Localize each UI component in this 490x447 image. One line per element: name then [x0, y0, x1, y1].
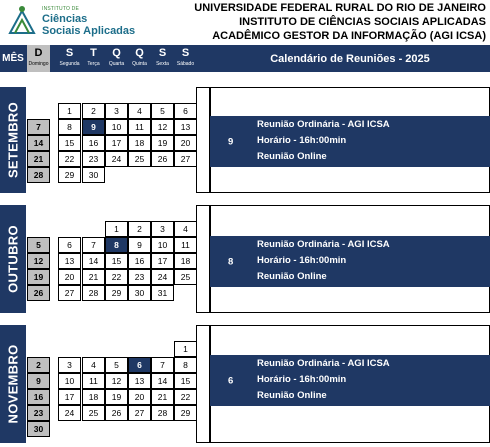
day-cell: 30: [128, 285, 151, 301]
day-cell: 13: [58, 253, 81, 269]
day-cell: 19: [105, 389, 128, 405]
meeting-time: Horário - 16h:00min: [257, 374, 347, 385]
day-cell: 11: [82, 373, 105, 389]
day-cell: 26: [151, 151, 174, 167]
day-cell: 2: [82, 103, 105, 119]
meeting-day-cell: 6: [128, 357, 151, 373]
weekday-letter: S: [158, 47, 167, 59]
day-cell: 7: [82, 237, 105, 253]
institute-title: INSTITUTO DE CIÊNCIAS SOCIAIS APLICADAS: [239, 16, 486, 28]
day-cell: 12: [105, 373, 128, 389]
day-cell: 17: [58, 389, 81, 405]
day-cell: 27: [174, 151, 197, 167]
month-label-outubro: [0, 205, 26, 313]
month-name: SETEMBRO: [5, 101, 21, 179]
day-cell: 27: [58, 285, 81, 301]
separator-column: [196, 87, 210, 193]
day-cell: 25: [82, 405, 105, 421]
day-cell: 16: [128, 253, 151, 269]
logo-line-2: Sociais Aplicadas: [42, 25, 136, 37]
weekday-full-name: Sexta: [156, 61, 169, 67]
day-cell: 30: [27, 421, 50, 437]
day-cell: 19: [27, 269, 50, 285]
weekday-letter: S: [65, 47, 74, 59]
day-cell: 14: [27, 135, 50, 151]
day-cell: 26: [105, 405, 128, 421]
day-cell: 22: [174, 389, 197, 405]
day-cell: 5: [27, 237, 50, 253]
day-cell: 14: [151, 373, 174, 389]
meeting-day-number: 6: [228, 375, 234, 386]
weekday-letter: T: [90, 47, 97, 59]
day-cell: 15: [58, 135, 81, 151]
day-cell: 20: [58, 269, 81, 285]
day-cell: 23: [128, 269, 151, 285]
day-cell: 21: [27, 151, 50, 167]
logo-line-1: Ciências: [42, 13, 88, 25]
day-cell: 9: [27, 373, 50, 389]
day-cell: 2: [27, 357, 50, 373]
meeting-event-outubro: [210, 236, 490, 287]
meeting-day-cell: 8: [105, 237, 128, 253]
day-cell: 23: [82, 151, 105, 167]
day-cell: 19: [151, 135, 174, 151]
weekday-header-quinta: [128, 45, 151, 72]
meeting-format: Reunião Online: [257, 390, 327, 401]
day-cell: 27: [128, 405, 151, 421]
meeting-format: Reunião Online: [257, 151, 327, 162]
weekday-letter: S: [181, 47, 190, 59]
day-cell: 18: [128, 135, 151, 151]
day-cell: 25: [174, 269, 197, 285]
weekday-letter: D: [34, 47, 43, 59]
weekday-letter: Q: [112, 47, 121, 59]
month-label-setembro: [0, 87, 26, 193]
day-cell: 24: [58, 405, 81, 421]
day-cell: 2: [128, 221, 151, 237]
day-cell: 8: [58, 119, 81, 135]
day-cell: 4: [128, 103, 151, 119]
day-cell: 10: [58, 373, 81, 389]
separator-column: [196, 325, 210, 443]
day-cell: 25: [128, 151, 151, 167]
day-cell: 28: [27, 167, 50, 183]
day-cell: 14: [82, 253, 105, 269]
day-cell: 22: [58, 151, 81, 167]
day-cell: 12: [151, 119, 174, 135]
day-cell: 21: [82, 269, 105, 285]
day-cell: 13: [174, 119, 197, 135]
agi-title: ACADÊMICO GESTOR DA INFORMAÇÃO (AGI ICSA): [212, 30, 486, 42]
day-cell: 24: [105, 151, 128, 167]
day-cell: 4: [82, 357, 105, 373]
day-cell: 3: [58, 357, 81, 373]
day-cell: 1: [174, 341, 197, 357]
day-cell: 15: [105, 253, 128, 269]
month-label-novembro: [0, 325, 26, 443]
day-cell: 29: [105, 285, 128, 301]
day-cell: 1: [105, 221, 128, 237]
day-cell: 23: [27, 405, 50, 421]
day-cell: 7: [27, 119, 50, 135]
meeting-event-setembro: [210, 116, 490, 167]
meeting-day-number: 8: [228, 256, 234, 267]
day-cell: 5: [105, 357, 128, 373]
day-cell: 20: [174, 135, 197, 151]
weekday-header-segunda: [58, 45, 81, 72]
day-cell: 6: [58, 237, 81, 253]
day-cell: 11: [174, 237, 197, 253]
weekday-full-name: Domingo: [28, 61, 49, 67]
day-cell: 17: [105, 135, 128, 151]
day-cell: 22: [105, 269, 128, 285]
university-title: UNIVERSIDADE FEDERAL RURAL DO RIO DE JANEIRO: [194, 2, 486, 14]
day-cell: 10: [151, 237, 174, 253]
day-cell: 7: [151, 357, 174, 373]
icsa-logo: [4, 3, 154, 43]
meeting-title: Reunião Ordinária - AGI ICSA: [257, 358, 390, 369]
icsa-logo-emblem-icon: [4, 3, 40, 41]
weekday-header-bar: [0, 45, 490, 72]
weekday-letter: Q: [135, 47, 144, 59]
day-cell: 1: [58, 103, 81, 119]
day-cell: 16: [27, 389, 50, 405]
meeting-event-novembro: [210, 355, 490, 406]
weekday-header-terça: [82, 45, 105, 72]
day-cell: 5: [151, 103, 174, 119]
day-cell: 26: [27, 285, 50, 301]
day-cell: 15: [174, 373, 197, 389]
day-cell: 20: [128, 389, 151, 405]
meeting-time: Horário - 16h:00min: [257, 135, 347, 146]
day-cell: 17: [151, 253, 174, 269]
meeting-title: Reunião Ordinária - AGI ICSA: [257, 239, 390, 250]
day-cell: 10: [105, 119, 128, 135]
logo-institute-text: INSTITUTO DE: [42, 6, 80, 12]
day-cell: 3: [151, 221, 174, 237]
day-cell: 8: [174, 357, 197, 373]
meeting-day-cell: 9: [82, 119, 105, 135]
day-cell: 30: [82, 167, 105, 183]
day-cell: 29: [174, 405, 197, 421]
day-cell: 12: [27, 253, 50, 269]
weekday-full-name: Segunda: [59, 61, 80, 67]
day-cell: 28: [151, 405, 174, 421]
day-cell: 11: [128, 119, 151, 135]
day-cell: 29: [58, 167, 81, 183]
weekday-header-quarta: [105, 45, 128, 72]
weekday-header-domingo: [27, 45, 50, 72]
meeting-title: Reunião Ordinária - AGI ICSA: [257, 119, 390, 130]
weekday-header-sábado: [174, 45, 197, 72]
weekday-full-name: Quarta: [108, 61, 125, 67]
meeting-day-number: 9: [228, 136, 234, 147]
day-cell: 21: [151, 389, 174, 405]
month-name: NOVEMBRO: [5, 344, 21, 424]
weekday-header-sexta: [151, 45, 174, 72]
separator-column: [196, 205, 210, 313]
day-cell: 9: [128, 237, 151, 253]
meeting-time: Horário - 16h:00min: [257, 255, 347, 266]
day-cell: 28: [82, 285, 105, 301]
day-cell: 6: [174, 103, 197, 119]
calendar-title: Calendário de Reuniões - 2025: [270, 52, 430, 65]
day-cell: 24: [151, 269, 174, 285]
day-cell: 18: [174, 253, 197, 269]
weekday-full-name: Sábado: [176, 61, 195, 67]
weekday-full-name: Terça: [87, 61, 100, 67]
month-name: OUTUBRO: [5, 225, 21, 293]
month-column-header: MÊS: [2, 53, 24, 64]
weekday-full-name: Quinta: [132, 61, 147, 67]
day-cell: 18: [82, 389, 105, 405]
day-cell: 16: [82, 135, 105, 151]
day-cell: 13: [128, 373, 151, 389]
meeting-format: Reunião Online: [257, 271, 327, 282]
day-cell: 4: [174, 221, 197, 237]
day-cell: 31: [151, 285, 174, 301]
day-cell: 3: [105, 103, 128, 119]
